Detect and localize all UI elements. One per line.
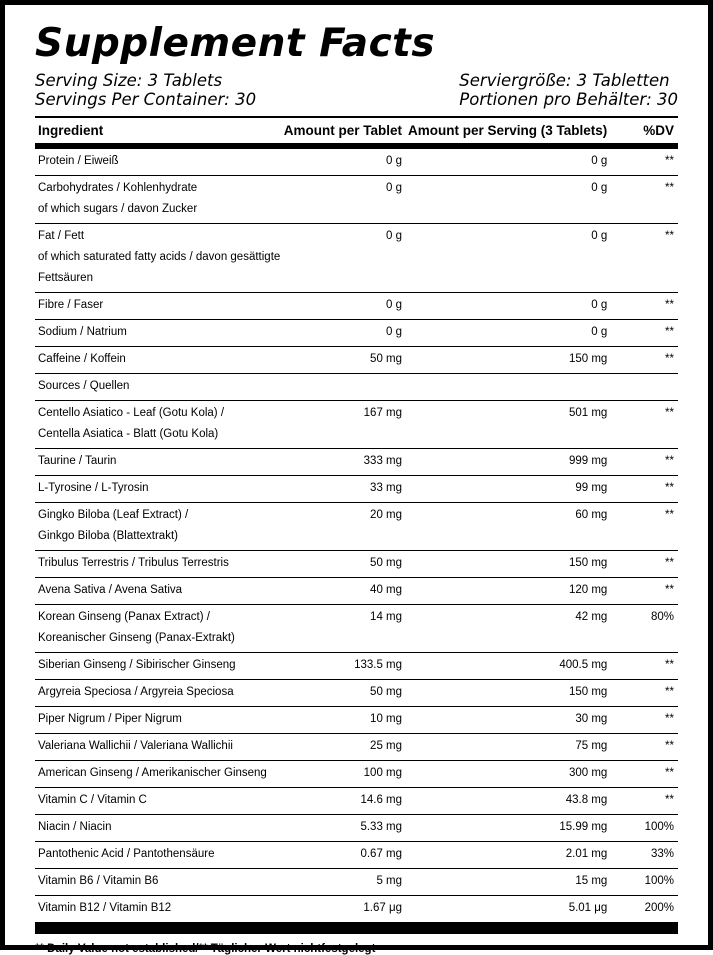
- ingredient-name: Centello Asiatico - Leaf (Gotu Kola) /: [38, 407, 225, 419]
- ingredient-subline: Ginkgo Biloba (Blattextrakt): [38, 530, 178, 542]
- amount-per-tablet-cell: 0 g: [284, 224, 408, 293]
- amount-per-serving-cell: 0 g: [408, 146, 613, 176]
- header-dv: %DV: [613, 118, 678, 146]
- page-title: Supplement Facts: [35, 21, 436, 66]
- serving-info: [35, 71, 678, 109]
- ingredient-name: Protein / Eiweiß: [38, 155, 119, 167]
- dv-cell: 33%: [613, 842, 678, 869]
- ingredient-name: L-Tyrosine / L-Tyrosin: [38, 482, 149, 494]
- dv-cell: **: [613, 476, 678, 503]
- amount-per-tablet-cell: 0 g: [284, 146, 408, 176]
- ingredient-name: Vitamin B6 / Vitamin B6: [38, 875, 159, 887]
- ingredient-cell: [35, 476, 284, 503]
- dv-cell: **: [613, 680, 678, 707]
- amount-per-serving-cell: 150 mg: [408, 680, 613, 707]
- ingredient-subline: of which saturated fatty acids / davon gesättigte Fettsäuren: [38, 251, 281, 284]
- amount-per-serving-cell: 501 mg: [408, 401, 613, 449]
- amount-per-tablet-cell: 14.6 mg: [284, 788, 408, 815]
- ingredient-name: Sodium / Natrium: [38, 326, 127, 338]
- table-row: [35, 869, 678, 896]
- dv-cell: **: [613, 401, 678, 449]
- ingredient-cell: [35, 320, 284, 347]
- header-amount-per-serving: Amount per Serving (3 Tablets): [408, 118, 613, 146]
- amount-per-serving-cell: 999 mg: [408, 449, 613, 476]
- footnote: ** Daily Value not established/** Täglicher Wert nichtfestgelegt: [35, 943, 376, 955]
- amount-per-tablet-cell: 5.33 mg: [284, 815, 408, 842]
- amount-per-tablet-cell: 0 g: [284, 176, 408, 224]
- ingredients-table: [35, 118, 678, 923]
- amount-per-serving-cell: 43.8 mg: [408, 788, 613, 815]
- amount-per-serving-cell: 150 mg: [408, 347, 613, 374]
- serving-info-german: [459, 71, 678, 109]
- ingredient-cell: [35, 551, 284, 578]
- amount-per-serving-cell: 2.01 mg: [408, 842, 613, 869]
- ingredient-cell: [35, 788, 284, 815]
- dv-cell: **: [613, 449, 678, 476]
- amount-per-serving-cell: 0 g: [408, 224, 613, 293]
- ingredient-name: Pantothenic Acid / Pantothensäure: [38, 848, 215, 860]
- amount-per-tablet-cell: 40 mg: [284, 578, 408, 605]
- table-row: [35, 503, 678, 551]
- dv-cell: **: [613, 578, 678, 605]
- dv-cell: **: [613, 503, 678, 551]
- ingredient-cell: [35, 176, 284, 224]
- table-row: [35, 293, 678, 320]
- amount-per-serving-cell: 400.5 mg: [408, 653, 613, 680]
- header-amount-per-tablet: Amount per Tablet: [284, 118, 408, 146]
- ingredient-cell: [35, 374, 284, 401]
- amount-per-serving-cell: 30 mg: [408, 707, 613, 734]
- dv-cell: 200%: [613, 896, 678, 923]
- amount-per-serving-cell: 15.99 mg: [408, 815, 613, 842]
- amount-per-serving-cell: 42 mg: [408, 605, 613, 653]
- ingredient-name: Valeriana Wallichii / Valeriana Wallichii: [38, 740, 233, 752]
- dv-cell: **: [613, 293, 678, 320]
- dv-cell: **: [613, 653, 678, 680]
- ingredient-name: American Ginseng / Amerikanischer Ginseng: [38, 767, 267, 779]
- amount-per-tablet-cell: 20 mg: [284, 503, 408, 551]
- dv-cell: **: [613, 761, 678, 788]
- ingredient-name: Niacin / Niacin: [38, 821, 112, 833]
- ingredient-cell: [35, 578, 284, 605]
- amount-per-tablet-cell: 333 mg: [284, 449, 408, 476]
- table-row: [35, 551, 678, 578]
- ingredient-name: Caffeine / Koffein: [38, 353, 126, 365]
- amount-per-serving-cell: 5.01 μg: [408, 896, 613, 923]
- amount-per-serving-cell: 0 g: [408, 320, 613, 347]
- ingredient-cell: [35, 842, 284, 869]
- table-row: [35, 374, 678, 401]
- amount-per-serving-cell: 120 mg: [408, 578, 613, 605]
- table-row: [35, 653, 678, 680]
- ingredient-cell: [35, 896, 284, 923]
- ingredient-name: Piper Nigrum / Piper Nigrum: [38, 713, 182, 725]
- serving-size-en: Serving Size: 3 Tablets: [35, 71, 223, 90]
- dv-cell: **: [613, 347, 678, 374]
- amount-per-serving-cell: 75 mg: [408, 734, 613, 761]
- serving-info-english: [35, 71, 256, 109]
- dv-cell: 80%: [613, 605, 678, 653]
- amount-per-serving-cell: [408, 374, 613, 401]
- amount-per-tablet-cell: [284, 374, 408, 401]
- table-row: [35, 707, 678, 734]
- table-row: [35, 605, 678, 653]
- ingredient-cell: [35, 605, 284, 653]
- amount-per-tablet-cell: 0.67 mg: [284, 842, 408, 869]
- dv-cell: **: [613, 551, 678, 578]
- ingredient-name: Fibre / Faser: [38, 299, 104, 311]
- amount-per-tablet-cell: 50 mg: [284, 551, 408, 578]
- ingredient-cell: [35, 449, 284, 476]
- amount-per-tablet-cell: 1.67 μg: [284, 896, 408, 923]
- ingredient-name: Siberian Ginseng / Sibirischer Ginseng: [38, 659, 236, 671]
- amount-per-tablet-cell: 0 g: [284, 293, 408, 320]
- ingredient-name: Argyreia Speciosa / Argyreia Speciosa: [38, 686, 234, 698]
- amount-per-tablet-cell: 167 mg: [284, 401, 408, 449]
- dv-cell: 100%: [613, 815, 678, 842]
- table-row: [35, 320, 678, 347]
- amount-per-tablet-cell: 14 mg: [284, 605, 408, 653]
- ingredient-name: Vitamin B12 / Vitamin B12: [38, 902, 172, 914]
- dv-cell: **: [613, 146, 678, 176]
- table-row: [35, 788, 678, 815]
- table-row: [35, 449, 678, 476]
- table-row: [35, 734, 678, 761]
- amount-per-tablet-cell: 33 mg: [284, 476, 408, 503]
- ingredient-name: Gingko Biloba (Leaf Extract) /: [38, 509, 189, 521]
- table-header-row: [35, 118, 678, 146]
- ingredient-cell: [35, 224, 284, 293]
- dv-cell: **: [613, 707, 678, 734]
- amount-per-tablet-cell: 133.5 mg: [284, 653, 408, 680]
- ingredient-cell: [35, 146, 284, 176]
- table-row: [35, 146, 678, 176]
- table-row: [35, 761, 678, 788]
- ingredient-name: Fat / Fett: [38, 230, 85, 242]
- amount-per-tablet-cell: 50 mg: [284, 680, 408, 707]
- table-row: [35, 176, 678, 224]
- ingredient-cell: [35, 815, 284, 842]
- header-ingredient: Ingredient: [35, 118, 284, 146]
- ingredient-subline: of which sugars / davon Zucker: [38, 203, 198, 215]
- ingredient-cell: [35, 293, 284, 320]
- ingredient-subline: Centella Asiatica - Blatt (Gotu Kola): [38, 428, 219, 440]
- table-row: [35, 476, 678, 503]
- table-row: [35, 224, 678, 293]
- ingredient-name: Tribulus Terrestris / Tribulus Terrestris: [38, 557, 229, 569]
- servings-per-container-en: Servings Per Container: 30: [35, 90, 257, 109]
- ingredient-name: Vitamin C / Vitamin C: [38, 794, 147, 806]
- ingredient-cell: [35, 761, 284, 788]
- ingredient-name: Korean Ginseng (Panax Extract) /: [38, 611, 210, 623]
- table-row: [35, 842, 678, 869]
- table-row: [35, 815, 678, 842]
- amount-per-serving-cell: 99 mg: [408, 476, 613, 503]
- serving-size-de: Serviergröße: 3 Tabletten: [459, 71, 670, 90]
- ingredient-name: Avena Sativa / Avena Sativa: [38, 584, 183, 596]
- table-row: [35, 896, 678, 923]
- amount-per-tablet-cell: 25 mg: [284, 734, 408, 761]
- table-row: [35, 680, 678, 707]
- ingredient-cell: [35, 680, 284, 707]
- ingredient-cell: [35, 653, 284, 680]
- dv-cell: 100%: [613, 869, 678, 896]
- ingredient-cell: [35, 401, 284, 449]
- amount-per-tablet-cell: 0 g: [284, 320, 408, 347]
- ingredient-cell: [35, 869, 284, 896]
- amount-per-tablet-cell: 10 mg: [284, 707, 408, 734]
- dv-cell: [613, 374, 678, 401]
- ingredient-cell: [35, 707, 284, 734]
- ingredient-cell: [35, 734, 284, 761]
- dv-cell: **: [613, 320, 678, 347]
- dv-cell: **: [613, 734, 678, 761]
- ingredient-name: Carbohydrates / Kohlenhydrate: [38, 182, 198, 194]
- amount-per-tablet-cell: 5 mg: [284, 869, 408, 896]
- amount-per-serving-cell: 60 mg: [408, 503, 613, 551]
- table-row: [35, 578, 678, 605]
- ingredient-cell: [35, 347, 284, 374]
- dv-cell: **: [613, 788, 678, 815]
- amount-per-serving-cell: 15 mg: [408, 869, 613, 896]
- ingredient-cell: [35, 503, 284, 551]
- ingredient-subline: Koreanischer Ginseng (Panax-Extrakt): [38, 632, 235, 644]
- ingredients-table-body: [35, 146, 678, 923]
- dv-cell: **: [613, 176, 678, 224]
- bottom-divider: [35, 922, 678, 934]
- dv-cell: **: [613, 224, 678, 293]
- amount-per-serving-cell: 0 g: [408, 176, 613, 224]
- amount-per-serving-cell: 150 mg: [408, 551, 613, 578]
- amount-per-serving-cell: 300 mg: [408, 761, 613, 788]
- amount-per-tablet-cell: 50 mg: [284, 347, 408, 374]
- servings-per-container-de: Portionen pro Behälter: 30: [459, 90, 678, 109]
- amount-per-tablet-cell: 100 mg: [284, 761, 408, 788]
- table-row: [35, 401, 678, 449]
- amount-per-serving-cell: 0 g: [408, 293, 613, 320]
- ingredient-name: Taurine / Taurin: [38, 455, 117, 467]
- ingredient-name: Sources / Quellen: [38, 380, 130, 392]
- table-row: [35, 347, 678, 374]
